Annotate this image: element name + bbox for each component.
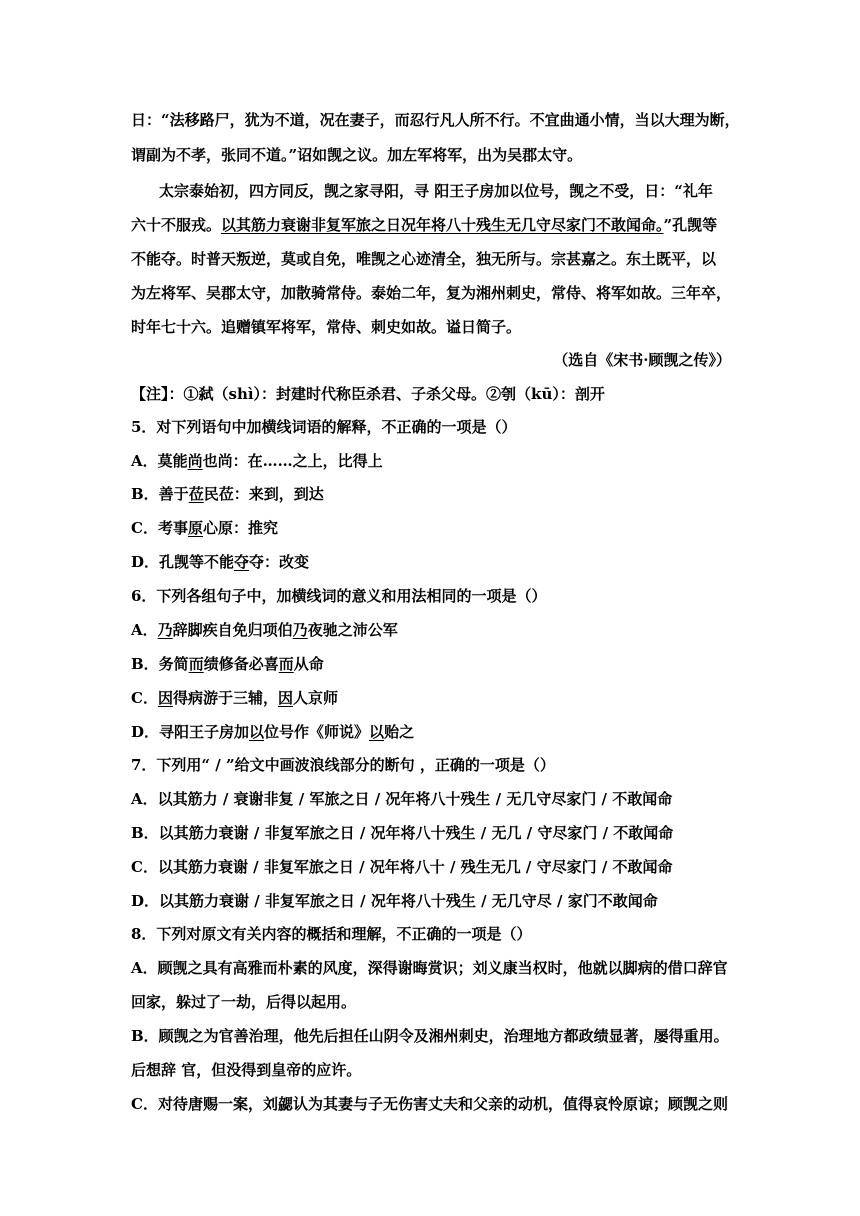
question-8-stem: 8．下列对原文有关内容的概括和理解，不正确的一项是（） [131, 925, 532, 943]
underlined-word: 而 [188, 655, 204, 673]
option-7d: D．以其筋力衰谢 / 非复军旅之日 / 况年将八十残生 / 无几守尽 / 家门不敢闻命 [131, 892, 658, 910]
source-citation: （选自《宋书·顾觊之传》） [553, 351, 731, 369]
option-6c [131, 688, 731, 708]
passage-line: 谓副为不孝，张同不道。”诏如觊之议。加左军将军，出为吴郡太守。 [131, 146, 583, 164]
passage-line [131, 215, 731, 235]
option-6a [131, 620, 731, 640]
text-run: 民莅：来到，到达 [203, 485, 324, 503]
text-run: 绩修备必喜 [203, 655, 279, 673]
underlined-word: 因 [157, 689, 173, 707]
text-run: 也尚：在……之上，比得上 [202, 452, 383, 470]
option-7b: B．以其筋力衰谢 / 非复军旅之日 / 况年将八十残生 / 无几 / 守尽家门 / 不敢闻命 [131, 824, 674, 842]
passage-line: 太宗泰始初，四方同反，觊之家寻阳，寻 阳王子房加以位号，觊之不受，日：“礼年 [159, 182, 713, 200]
option-6b [131, 654, 731, 674]
text-run: 得病游于三辅， [172, 689, 278, 707]
question-7-stem: 7．下列用“ / ”给文中画波浪线部分的断句 ，正确的一项是（） [131, 756, 555, 774]
question-6-stem: 6．下列各组句子中，加横线词的意义和用法相同的一项是（） [131, 587, 547, 605]
text-run: D．寻阳王子房加 [131, 723, 250, 741]
underlined-word: 尚 [187, 452, 203, 470]
option-8a-line: A．顾觊之具有高雅而朴素的风度，深得谢晦赏识；刘义康当权时，他就以脚病的借口辞官 [131, 959, 728, 977]
option-8c-line: C．对待唐赐一案，刘勰认为其妻与子无伤害丈夫和父亲的动机，值得哀怜原谅；顾觊之则 [131, 1095, 728, 1113]
option-5c [131, 518, 731, 538]
option-6d [131, 722, 731, 742]
text-run: C．考事 [131, 519, 188, 537]
underlined-word: 原 [187, 519, 203, 537]
question-5-stem: 5．对下列语句中加横线词语的解释，不正确的一项是（） [131, 418, 517, 436]
text-run: 心原：推究 [202, 519, 278, 537]
option-5b [131, 484, 731, 504]
passage-line: 不能夺。时普天叛逆，莫或自免，唯觊之心迹清全，独无所与。宗甚嘉之。东土既平，以 [131, 250, 717, 268]
text-run: 夺：改变 [249, 553, 310, 571]
underlined-word: 以 [369, 723, 385, 741]
option-8a-line: 回家，躲过了一劫，后得以起用。 [131, 993, 357, 1011]
underlined-word: 而 [278, 655, 294, 673]
option-5d [131, 552, 731, 572]
option-5a [131, 451, 731, 471]
footnote: 【注】：①弑（shì）：封建时代称臣杀君、子杀父母。②刳（kū）：剖开 [131, 385, 605, 403]
passage-line: 时年七十六。追赠镇军将军，常侍、刺史如故。谥日简子。 [131, 318, 522, 336]
option-7c: C．以其筋力衰谢 / 非复军旅之日 / 况年将八十 / 残生无几 / 守尽家门 / 不敢闻命 [131, 858, 673, 876]
option-7a: A．以其筋力 / 衰谢非复 / 军旅之日 / 况年将八十残生 / 无几守尽家门 / 不敢闻命 [131, 790, 673, 808]
text-run: D．孔觊等不能 [131, 553, 235, 571]
underlined-word: 莅 [188, 485, 204, 503]
underlined-word: 乃 [292, 621, 308, 639]
option-8b-line: B．顾觊之为官善治理，他先后担任山阴令及湘州刺史，治理地方都政绩显著，屡得重用。 [131, 1027, 729, 1045]
underlined-word: 因 [277, 689, 293, 707]
passage-line: 为左将军、吴郡太守，加散骑常侍。泰始二年，复为湘州刺史，常侍、将军如故。三年卒， [131, 284, 732, 302]
text-run: 贻之 [384, 723, 415, 741]
underlined-word: 夺 [234, 553, 250, 571]
text-run: 夜驰之沛公军 [307, 621, 398, 639]
underlined-word: 以 [249, 723, 265, 741]
text-run: C． [131, 689, 158, 707]
text-run: A． [131, 621, 158, 639]
text-run: B．务简 [131, 655, 189, 673]
passage-line: 日：“法移路尸，犹为不道，况在妻子，而忍行凡人所不行。不宜曲通小情，当以大理为断， [131, 111, 740, 129]
text-run: 位号作《师说》 [264, 723, 370, 741]
wavy-underlined-sentence: 以其筋力衰谢非复军旅之日况年将八十残生无几守尽家门不敢闻命。 [221, 216, 664, 234]
text-run: 辞脚疾自免归项伯 [172, 621, 293, 639]
option-8b-line: 后想辞 官，但没得到皇帝的应许。 [131, 1061, 362, 1079]
text-run: B．善于 [131, 485, 189, 503]
text-run: ”孔觊等 [663, 216, 718, 234]
text-run: A．莫能 [131, 452, 188, 470]
text-run: 六十不服戎。 [131, 216, 222, 234]
text-run: 人京师 [293, 689, 339, 707]
underlined-word: 乃 [157, 621, 173, 639]
text-run: 从命 [293, 655, 324, 673]
